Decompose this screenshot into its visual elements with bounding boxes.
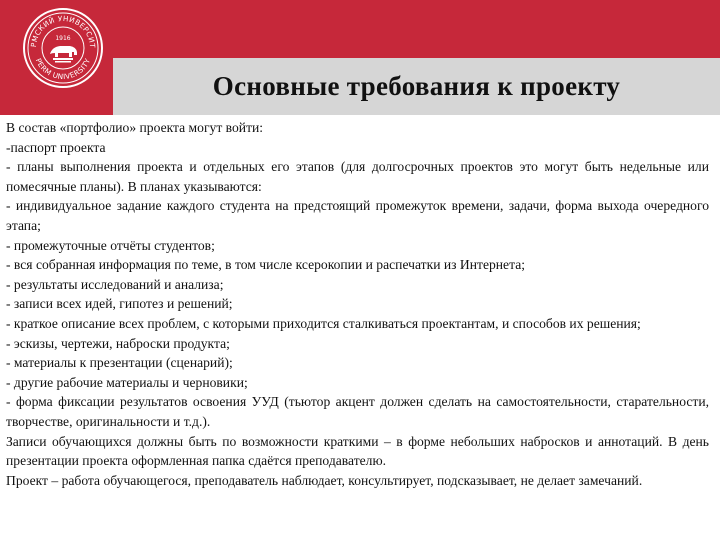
list-item: - индивидуальное задание каждого студента на предстоящий промежуток времени, задачи, форма выхода очередного этапа; xyxy=(6,198,709,233)
bear-emblem-icon xyxy=(50,46,77,63)
paragraph-intro: В состав «портфолио» проекта могут войти: xyxy=(6,120,264,135)
list-item: - промежуточные отчёты студентов; xyxy=(6,237,215,253)
header-banner xyxy=(0,0,720,115)
paragraph-notes: Записи обучающихся должны быть по возможности краткими – в форме небольших набросков и аннотаций. В день презентации проекта оформленная папка сдаётся преподавателю. xyxy=(6,433,709,469)
list-item: - планы выполнения проекта и отдельных его этапов (для долгосрочных проектов это могут быть недельные или помесячные планы). В планах указываются: xyxy=(6,159,709,194)
list-item: - краткое описание всех проблем, с которыми приходится сталкиваться проектантам, и способов их решения; xyxy=(6,315,641,331)
list-item: - материалы к презентации (сценарий); xyxy=(6,355,233,371)
list-item: -паспорт проекта xyxy=(6,139,106,155)
paragraph-conclusion: Проект – работа обучающегося, преподаватель наблюдает, консультирует, подсказывает, не делает замечаний. xyxy=(6,472,643,488)
list-item: - результаты исследований и анализа; xyxy=(6,276,224,292)
seal-year: 1916 xyxy=(55,35,71,42)
list-item: - эскизы, чертежи, наброски продукта; xyxy=(6,335,230,351)
title-box xyxy=(113,58,720,115)
list-item: - записи всех идей, гипотез и решений; xyxy=(6,296,233,312)
content-body xyxy=(6,118,709,490)
list-item: - форма фиксации результатов освоения УУД (тьютор акцент должен сделать на самостоятельности, старательности, творчестве, оригинальности и т.д.). xyxy=(6,394,709,429)
page-title: Основные требования к проекту xyxy=(212,71,621,101)
seal-bottom-text: PERM UNIVERSITY xyxy=(33,56,93,82)
university-seal-icon xyxy=(22,7,104,89)
list-item: - другие рабочие материалы и черновики; xyxy=(6,374,248,390)
list-item: - вся собранная информация по теме, в том числе ксерокопии и распечатки из Интернета; xyxy=(6,257,526,273)
seal-top-text: РМСКИЙ УНИВЕРСИТ xyxy=(28,13,98,49)
